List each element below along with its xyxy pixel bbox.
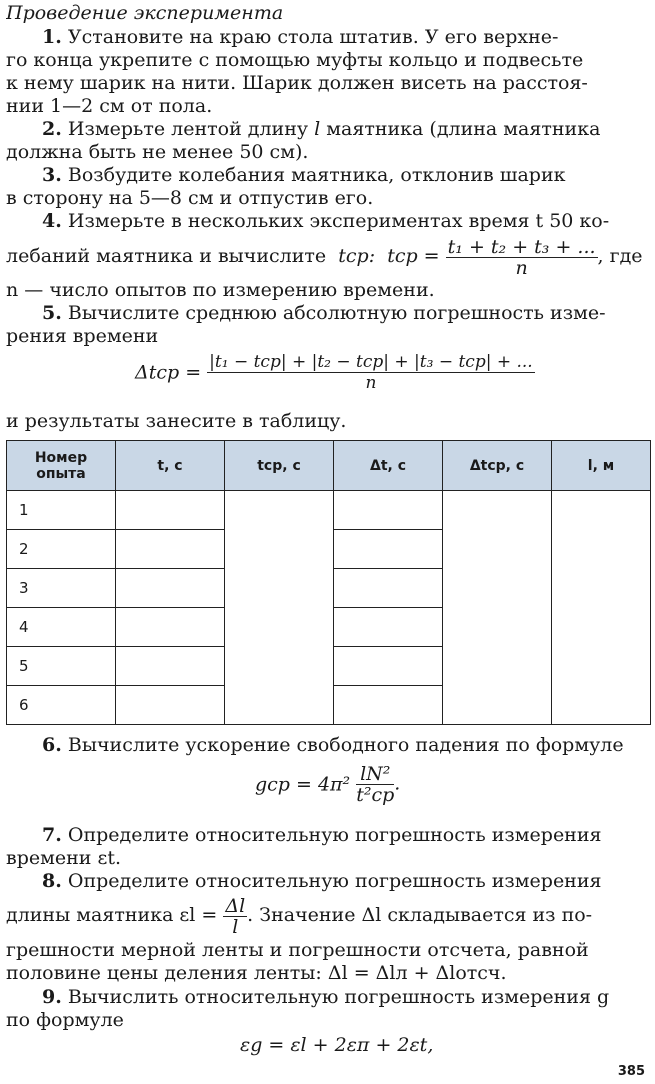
- step-4-line-1: 4. Измерьте в нескольких экспериментах время t 50 ко-: [42, 210, 610, 232]
- col-header-dt: Δt, с: [334, 441, 443, 491]
- col-header-l: l, м: [552, 441, 651, 491]
- step-8-line-2: длины маятника εl = $\frac{\Delta l}{l}$ . Значение Δl складывается из по-: [6, 894, 593, 937]
- row-number: 2: [7, 530, 116, 569]
- step-9-line-2: по формуле: [6, 1009, 124, 1031]
- row-number: 5: [7, 647, 116, 686]
- step-7-line-1: 7. Определите относительную погрешность измерения: [42, 824, 602, 846]
- step-1-line-1: 1. Установите на краю стола штатив. У его верхне-: [42, 26, 559, 48]
- step-8-line-3: грешности мерной ленты и погрешности отсчета, равной: [6, 939, 589, 961]
- results-table: [6, 440, 651, 725]
- section-heading: Проведение эксперимента: [6, 2, 284, 24]
- col-header-dt-mean: Δtср, с: [443, 441, 552, 491]
- step-4-line-2: лебаний маятника и вычислите tср: tср = $\frac{\text{t₁ + t₂ + t₃ + ...}}{n}$ , где: [6, 236, 643, 276]
- step-5-line-2: рения времени: [6, 325, 159, 347]
- step-2-line-1: 2. Измерьте лентой длину l маятника (длина маятника: [42, 118, 601, 140]
- relative-error-formula: εg = εl + 2επ + 2εt,: [240, 1034, 434, 1056]
- row-number: 4: [7, 608, 116, 647]
- step-9-line-1: 9. Вычислить относительную погрешность измерения g: [42, 986, 610, 1008]
- col-header-t: t, с: [116, 441, 225, 491]
- table-row: [7, 491, 651, 530]
- mean-time-fraction: $\frac{\text{t₁ + t₂ + t₃ + ...}}{n}$: [447, 236, 596, 276]
- gravity-formula: gср = 4π² $\frac{\text{lN²}}{\text{t²ср}}$ .: [255, 763, 401, 806]
- page-number: 385: [617, 1064, 645, 1079]
- step-5-line-3: и результаты занесите в таблицу.: [6, 410, 347, 432]
- row-number: 6: [7, 686, 116, 725]
- step-7-line-2: времени εt.: [6, 847, 122, 869]
- row-number: 1: [7, 491, 116, 530]
- step-6-line-1: 6. Вычислите ускорение свободного падения по формуле: [42, 734, 624, 756]
- col-header-trial: Номер опыта: [7, 441, 116, 491]
- col-header-t-mean: tср, с: [225, 441, 334, 491]
- step-1-line-3: к нему шарик на нити. Шарик должен висеть на расстоя-: [6, 72, 588, 94]
- step-3-line-2: в сторону на 5—8 см и отпустив его.: [6, 187, 374, 209]
- step-8-line-1: 8. Определите относительную погрешность измерения: [42, 870, 602, 892]
- abs-error-formula: Δtср = $\frac{\text{|t₁ − tср| + |t₂ − tср| + |t₃ − tср| + ...}}{n}$: [135, 352, 533, 393]
- step-3-line-1: 3. Возбудите колебания маятника, отклонив шарик: [42, 164, 566, 186]
- step-1-line-4: нии 1—2 см от пола.: [6, 95, 213, 117]
- step-1-line-2: го конца укрепите с помощью муфты кольцо и подвесьте: [6, 49, 584, 71]
- step-8-line-4: половине цены деления ленты: Δl = Δlл + Δlотсч.: [6, 962, 507, 984]
- step-2-line-2: должна быть не менее 50 см).: [6, 141, 309, 163]
- step-4-line-3: n — число опытов по измерению времени.: [6, 279, 435, 301]
- step-5-line-1: 5. Вычислите среднюю абсолютную погрешность изме-: [42, 302, 606, 324]
- row-number: 3: [7, 569, 116, 608]
